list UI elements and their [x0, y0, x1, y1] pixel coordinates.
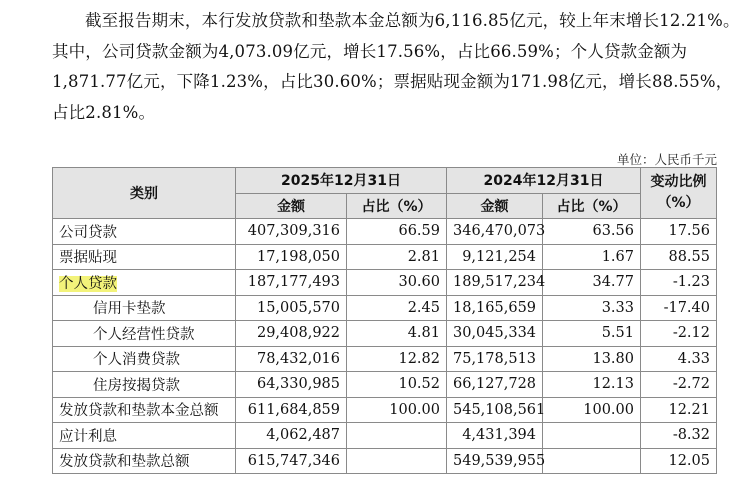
row-category-label: 信用卡垫款 [93, 301, 166, 318]
row-share-2025: 12.82 [347, 346, 447, 372]
row-category [53, 270, 236, 296]
table-row [53, 295, 717, 321]
table-header [53, 168, 717, 219]
row-amount-2025: 615,747,346 [236, 448, 347, 474]
table-row [53, 321, 717, 347]
row-category-label: 票据贴现 [59, 250, 117, 267]
row-change: 4.33 [641, 346, 717, 372]
header-period-2024: 2024年12月31日 [447, 168, 641, 194]
row-change: -1.23 [641, 270, 717, 296]
row-share-2025: 100.00 [347, 397, 447, 423]
row-amount-2025: 4,062,487 [236, 423, 347, 449]
table-row [53, 346, 717, 372]
table-row [53, 448, 717, 474]
row-category-label: 个人贷款 [59, 275, 117, 292]
row-category-label: 个人消费贷款 [93, 352, 180, 369]
header-change [641, 168, 717, 219]
row-category-label: 应计利息 [59, 428, 117, 445]
row-amount-2025: 78,432,016 [236, 346, 347, 372]
row-amount-2024: 30,045,334 [447, 321, 543, 347]
row-share-2024: 5.51 [543, 321, 641, 347]
row-share-2025: 66.59 [347, 219, 447, 245]
row-category-label: 公司贷款 [59, 224, 117, 241]
row-category [53, 372, 236, 398]
row-share-2025: 10.52 [347, 372, 447, 398]
row-amount-2025: 407,309,316 [236, 219, 347, 245]
table-row [53, 372, 717, 398]
header-share-2025: 占比（%） [347, 193, 447, 219]
table-row [53, 397, 717, 423]
row-share-2024: 63.56 [543, 219, 641, 245]
row-change: -2.72 [641, 372, 717, 398]
unit-note: 单位：人民币千元 [616, 152, 717, 167]
row-share-2025 [347, 423, 447, 449]
row-share-2024: 100.00 [543, 397, 641, 423]
row-share-2024 [543, 423, 641, 449]
row-amount-2024: 9,121,254 [447, 244, 543, 270]
row-change: 88.55 [641, 244, 717, 270]
row-change: 17.56 [641, 219, 717, 245]
row-category [53, 423, 236, 449]
row-share-2025: 4.81 [347, 321, 447, 347]
row-category-label: 发放贷款和垫款本金总额 [59, 403, 219, 420]
row-category [53, 219, 236, 245]
header-category: 类别 [53, 168, 236, 219]
row-category-label: 住房按揭贷款 [93, 377, 180, 394]
table-row [53, 270, 717, 296]
row-category [53, 244, 236, 270]
table-row [53, 423, 717, 449]
row-amount-2024: 18,165,659 [447, 295, 543, 321]
row-change: -2.12 [641, 321, 717, 347]
row-change: 12.21 [641, 397, 717, 423]
header-amount-2024: 金额 [447, 193, 543, 219]
row-amount-2024: 549,539,955 [447, 448, 543, 474]
row-share-2024: 12.13 [543, 372, 641, 398]
row-amount-2025: 29,408,922 [236, 321, 347, 347]
row-amount-2025: 187,177,493 [236, 270, 347, 296]
row-category [53, 397, 236, 423]
table-body [53, 219, 717, 474]
row-amount-2024: 346,470,073 [447, 219, 543, 245]
row-share-2025: 30.60 [347, 270, 447, 296]
row-category-label: 个人经营性贷款 [93, 326, 195, 343]
row-amount-2024: 189,517,234 [447, 270, 543, 296]
header-share-2024: 占比（%） [543, 193, 641, 219]
row-share-2024: 13.80 [543, 346, 641, 372]
row-share-2024: 3.33 [543, 295, 641, 321]
row-amount-2024: 75,178,513 [447, 346, 543, 372]
row-amount-2025: 64,330,985 [236, 372, 347, 398]
row-change: 12.05 [641, 448, 717, 474]
header-amount-2025: 金额 [236, 193, 347, 219]
row-share-2025: 2.45 [347, 295, 447, 321]
row-amount-2024: 545,108,561 [447, 397, 543, 423]
header-period-2025: 2025年12月31日 [236, 168, 447, 194]
row-amount-2024: 4,431,394 [447, 423, 543, 449]
row-amount-2024: 66,127,728 [447, 372, 543, 398]
row-category [53, 346, 236, 372]
row-amount-2025: 17,198,050 [236, 244, 347, 270]
row-change: -8.32 [641, 423, 717, 449]
row-change: -17.40 [641, 295, 717, 321]
row-share-2025 [347, 448, 447, 474]
row-category [53, 321, 236, 347]
table-row [53, 219, 717, 245]
row-share-2025: 2.81 [347, 244, 447, 270]
row-category [53, 295, 236, 321]
header-change-text: 变动比例（%） [650, 174, 707, 211]
row-share-2024: 34.77 [543, 270, 641, 296]
row-share-2024: 1.67 [543, 244, 641, 270]
row-category [53, 448, 236, 474]
summary-text: 截至报告期末，本行发放贷款和垫款本金总额为6,116.85亿元，较上年末增长12.21%。其中，公司贷款金额为4,073.09亿元，增长17.56%，占比66.59%；个人贷款金额为1,871.77亿元，下降1.23%，占比30.60%；票据贴现金额为171.98亿元，增长88.55%，占比2.81%。 [52, 11, 740, 122]
row-category-label: 发放贷款和垫款总额 [59, 454, 190, 471]
row-share-2024 [543, 448, 641, 474]
table-row [53, 244, 717, 270]
loan-composition-table [52, 167, 717, 474]
row-amount-2025: 611,684,859 [236, 397, 347, 423]
summary-paragraph [52, 6, 742, 128]
row-amount-2025: 15,005,570 [236, 295, 347, 321]
